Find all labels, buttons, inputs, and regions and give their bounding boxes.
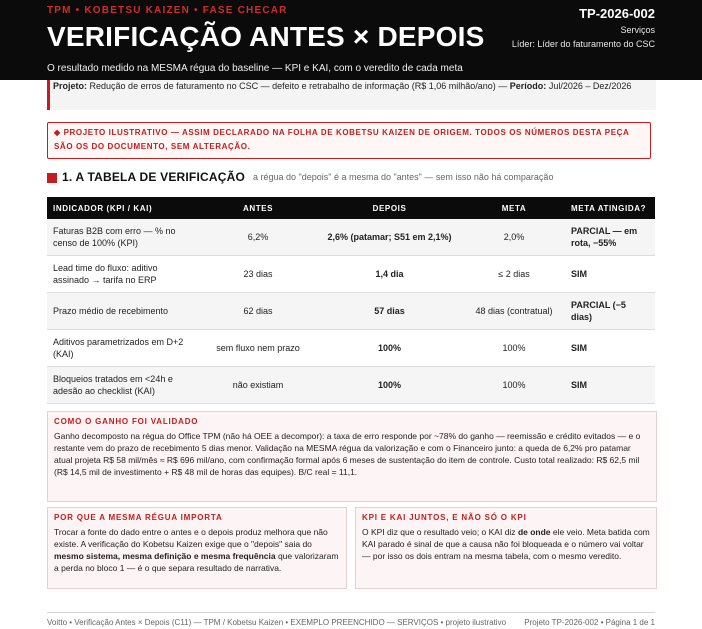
kicker: TPM • KOBETSU KAIZEN • FASE CHECAR (47, 5, 288, 16)
after-cell: 100% (316, 367, 463, 404)
header-after: DEPOIS (316, 197, 463, 219)
project-text: Redução de erros de faturamento no CSC — defeito e retrabalho de informação (R$ 1,06 milhão/ano) — (89, 81, 508, 91)
same-ruler-text-bold: mesmo sistema, mesma definição e mesma frequência (54, 551, 276, 561)
indicator-cell: Aditivos parametrizados em D+2 (KAI) (47, 330, 200, 367)
gain-validation-heading: COMO O GANHO FOI VALIDADO (54, 417, 199, 426)
section-marker (47, 173, 57, 183)
section-subtitle: a régua do "depois" é a mesma do "antes" — sem isso não há comparação (253, 172, 554, 182)
after-cell: 1,4 dia (316, 256, 463, 293)
footer-right: Projeto TP-2026-002 • Página 1 de 1 (524, 618, 655, 627)
header-target: META (463, 197, 565, 219)
gain-validation-text: Ganho decomposto na régua do Office TPM (não há OEE a decompor): a taxa de erro responde por ~78% do ganho — reemissão e crédito evitados — e o restante vem do prazo de recebimento 5 dias menor. Validação na MESMA régua da valorização e com o Financeiro junto: a queda de 6,2% pro patamar atual projeta R$ 58 mil/mês ≈ R$ 696 mil/ano, com confirmação formal após 6 meses de sustentação do item de controle. Custo total realizado: R$ 62,5 mil (R$ 14,5 mil de investimento + R$ 48 mil de horas das equipes). B/C real = 11,1. (54, 431, 641, 477)
footer-left: Voitto • Verificação Antes × Depois (C11) — TPM / Kobetsu Kaizen • EXEMPLO PREENCHIDO — SERVIÇOS • projeto ilustrativo (47, 618, 507, 627)
same-ruler-text-c: que valorizaram a perda no bloco 1 — é o que separa resultado de narrativa. (54, 551, 339, 573)
before-cell: 6,2% (200, 219, 316, 256)
status-cell: SIM (565, 330, 655, 367)
table-row (47, 219, 655, 256)
target-cell: 2,0% (463, 219, 565, 256)
table-header-row (47, 197, 655, 219)
target-cell: ≤ 2 dias (463, 256, 565, 293)
kpi-kai-text-c: ele veio. Meta batida com KAI parado é sinal de que a causa não foi bloqueada e o número vai voltar — por isso os dois entram na mesma tabela, com o mesmo veredito. (362, 527, 650, 561)
header-before: ANTES (200, 197, 316, 219)
period-label: Período: (509, 81, 547, 91)
section-title: 1. A TABELA DE VERIFICAÇÃO (62, 170, 245, 184)
project-code: TP-2026-002 (579, 6, 655, 21)
indicator-cell: Faturas B2B com erro — % no censo de 100% (KPI) (47, 219, 200, 256)
after-cell: 57 dias (316, 293, 463, 330)
indicator-cell: Lead time do fluxo: aditivo assinado → tarifa no ERP (47, 256, 200, 293)
project-label: Projeto: (53, 81, 88, 91)
status-cell: SIM (565, 256, 655, 293)
table-row (47, 256, 655, 293)
footer-divider (47, 612, 655, 613)
period-text: Jul/2026 – Dez/2026 (548, 81, 632, 91)
kpi-kai-text-a: O KPI diz que o resultado veio; o KAI diz (362, 527, 516, 537)
verification-table (47, 197, 655, 404)
before-cell: não existiam (200, 367, 316, 404)
header-indicator: INDICADOR (KPI / KAI) (47, 197, 200, 219)
status-cell: PARCIAL (−5 dias) (565, 293, 655, 330)
table-row (47, 330, 655, 367)
before-cell: sem fluxo nem prazo (200, 330, 316, 367)
kpi-kai-box (355, 507, 657, 589)
kpi-kai-text (362, 526, 650, 562)
kpi-kai-text-bold: de onde (517, 527, 551, 537)
page-subtitle: O resultado medido na MESMA régua do baseline — KPI e KAI, com o veredito de cada meta (47, 63, 463, 74)
same-ruler-box (47, 507, 347, 589)
before-cell: 23 dias (200, 256, 316, 293)
indicator-cell: Prazo médio de recebimento (47, 293, 200, 330)
target-cell: 48 dias (contratual) (463, 293, 565, 330)
after-cell: 2,6% (patamar; S51 em 2,1%) (316, 219, 463, 256)
after-cell: 100% (316, 330, 463, 367)
same-ruler-text-a: Trocar a fonte do dado entre o antes e o depois produz melhora que não existe. A verificação do Kobetsu Kaizen exige que o "depois" saia do (54, 527, 328, 549)
gain-validation-box (47, 411, 657, 502)
target-cell: 100% (463, 367, 565, 404)
illustrative-warning: ◆ PROJETO ILUSTRATIVO — ASSIM DECLARADO NA FOLHA DE KOBETSU KAIZEN DE ORIGEM. TODOS OS NÚMEROS DESTA PEÇA SÃO OS DO DOCUMENTO, SEM ALTERAÇÃO. (47, 122, 651, 159)
same-ruler-text (54, 526, 340, 574)
before-cell: 62 dias (200, 293, 316, 330)
page-title: VERIFICAÇÃO ANTES × DEPOIS (47, 21, 485, 52)
status-cell: SIM (565, 367, 655, 404)
kpi-kai-heading: KPI E KAI JUNTOS, E NÃO SÓ O KPI (362, 513, 527, 522)
table-row (47, 293, 655, 330)
target-cell: 100% (463, 330, 565, 367)
table-row (47, 367, 655, 404)
header-status: META ATINGIDA? (565, 197, 655, 219)
same-ruler-heading: POR QUE A MESMA RÉGUA IMPORTA (54, 513, 223, 522)
sector-label: Serviços (620, 25, 655, 35)
header-band (0, 0, 702, 80)
status-cell: PARCIAL — em rota, −55% (565, 219, 655, 256)
project-info (47, 80, 656, 110)
leader-label: Líder: Líder do faturamento do CSC (511, 39, 655, 49)
indicator-cell: Bloqueios tratados em <24h e adesão ao checklist (KAI) (47, 367, 200, 404)
